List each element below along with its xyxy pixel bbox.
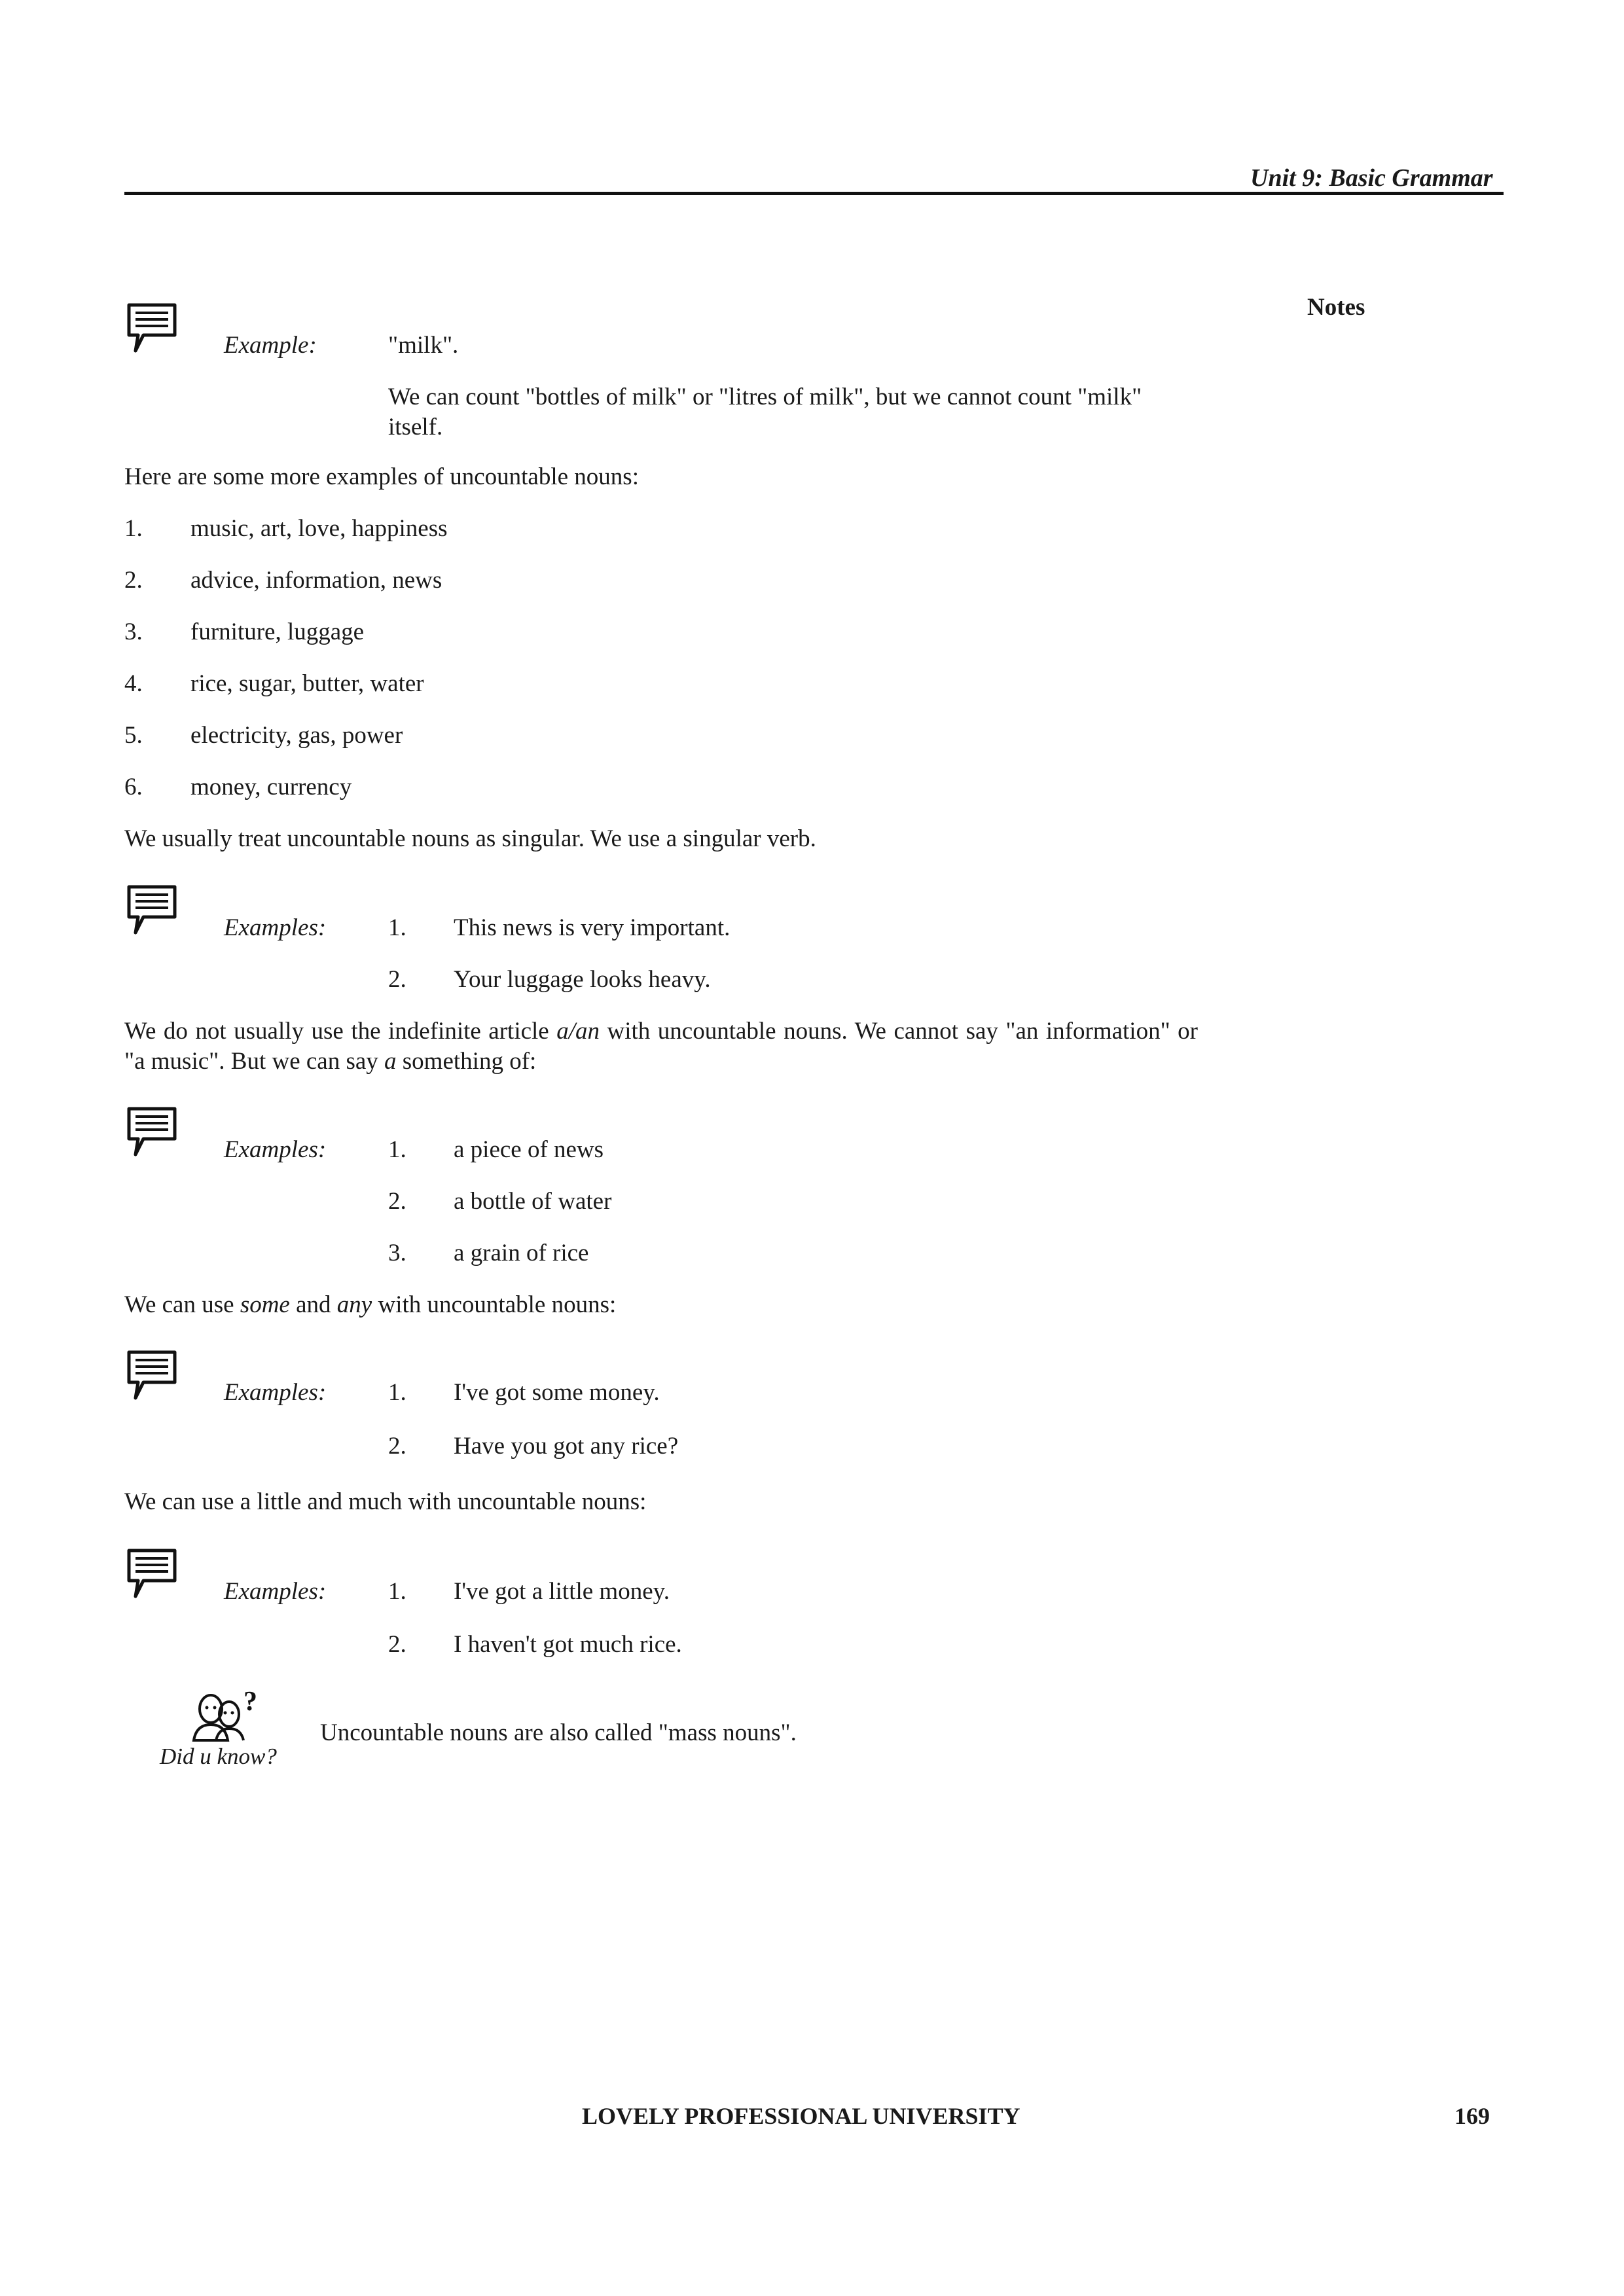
paragraph-italic: a/an (556, 1018, 600, 1045)
notes-label: Notes (1307, 294, 1365, 321)
list-number: 1. (124, 515, 143, 542)
list-number: 3. (388, 1240, 406, 1266)
list-item: I haven't got much rice. (454, 1631, 682, 1658)
example-label: Example: (224, 332, 317, 359)
paragraph: Here are some more examples of uncountable nouns: (124, 463, 639, 490)
list-item: advice, information, news (190, 567, 442, 594)
paragraph-text: with uncountable nouns. We cannot say "an information" or "a music". But we can say (124, 1018, 1198, 1075)
example-label: Examples: (224, 914, 327, 941)
example-label: Examples: (224, 1379, 327, 1406)
list-item: a bottle of water (454, 1188, 612, 1215)
paragraph-text: We can use (124, 1291, 240, 1318)
list-item: rice, sugar, butter, water (190, 670, 424, 697)
list-number: 2. (124, 567, 143, 594)
svg-text:?: ? (244, 1691, 257, 1717)
example-icon (126, 1106, 177, 1158)
paragraph-text: We do not usually use the indefinite article (124, 1018, 557, 1045)
list-number: 5. (124, 722, 143, 749)
list-item: Your luggage looks heavy. (454, 966, 711, 993)
paragraph-text: and (289, 1291, 337, 1318)
list-item: music, art, love, happiness (190, 515, 448, 542)
did-you-know-text: Uncountable nouns are also called "mass nouns". (320, 1719, 797, 1746)
example-label: Examples: (224, 1578, 327, 1605)
list-number: 2. (388, 1631, 406, 1658)
paragraph: We can use a little and much with uncountable nouns: (124, 1488, 647, 1515)
did-you-know-label: Did u know? (160, 1744, 277, 1769)
list-number: 4. (124, 670, 143, 697)
paragraph-text: something of: (396, 1047, 537, 1075)
unit-title: Unit 9: Basic Grammar (1250, 164, 1493, 192)
list-item: a piece of news (454, 1136, 604, 1163)
list-item: I've got a little money. (454, 1578, 670, 1605)
list-item: Have you got any rice? (454, 1433, 679, 1460)
list-item: I've got some money. (454, 1379, 660, 1406)
example-icon (126, 1548, 177, 1600)
paragraph-italic: any (336, 1291, 372, 1318)
paragraph-text: with uncountable nouns: (372, 1291, 617, 1318)
list-item: a grain of rice (454, 1240, 589, 1266)
page-number: 169 (1454, 2103, 1490, 2129)
paragraph: We usually treat uncountable nouns as singular. We use a singular verb. (124, 825, 816, 852)
list-number: 2. (388, 966, 406, 993)
list-number: 1. (388, 914, 406, 941)
example-text: "milk". (388, 332, 459, 359)
example-icon (126, 884, 177, 937)
paragraph-italic: some (240, 1291, 290, 1318)
list-number: 6. (124, 774, 143, 800)
paragraph (124, 1291, 616, 1319)
list-item: money, currency (190, 774, 352, 800)
list-number: 1. (388, 1379, 406, 1406)
paragraph (124, 1016, 1198, 1076)
list-number: 2. (388, 1433, 406, 1460)
example-icon (126, 302, 177, 355)
example-text: We can count "bottles of milk" or "litres of milk", but we cannot count "milk" itself. (388, 384, 1142, 440)
example-icon (126, 1350, 177, 1402)
list-number: 1. (388, 1578, 406, 1605)
paragraph-italic: a (384, 1047, 397, 1075)
did-you-know-icon (189, 1691, 261, 1743)
footer-university: LOVELY PROFESSIONAL UNIVERSITY (582, 2103, 1020, 2129)
example-label: Examples: (224, 1136, 327, 1163)
list-number: 2. (388, 1188, 406, 1215)
list-item: This news is very important. (454, 914, 731, 941)
list-item: furniture, luggage (190, 619, 365, 645)
list-number: 3. (124, 619, 143, 645)
list-number: 1. (388, 1136, 406, 1163)
list-item: electricity, gas, power (190, 722, 403, 749)
header-rule (124, 192, 1504, 195)
